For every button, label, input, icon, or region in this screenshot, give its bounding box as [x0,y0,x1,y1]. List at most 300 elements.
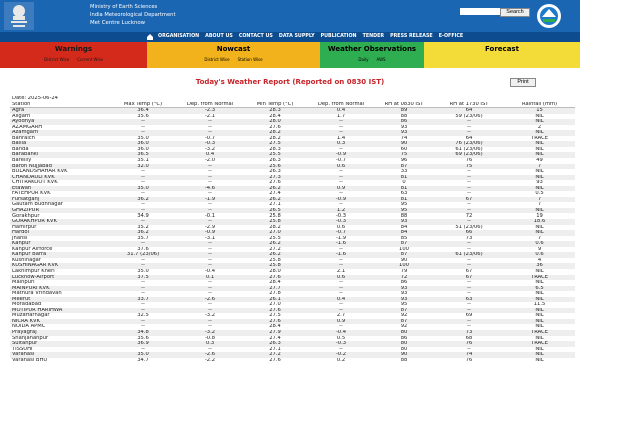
cell-max-temp: 35.0 [108,352,178,358]
cell-station: Varanasi BHU [10,358,108,364]
cell-rh-0830: 90 [374,258,434,264]
cell-min-temp: 26.3 [242,169,308,175]
cell-min-temp: 27.6 [242,308,308,314]
cell-station: Bareilly [10,158,108,164]
col-max-dep: Dep. from Normal [178,102,242,108]
nav-e-office[interactable]: E-OFFICE [438,34,464,39]
observations-link-aws[interactable]: AWS [376,57,386,62]
cell-max-dep: -3.2 [178,330,242,336]
cell-max-temp: -- [108,324,178,330]
cell-min-temp: 25.8 [242,258,308,264]
cell-max-temp: -- [108,169,178,175]
cell-min-temp: 27.4 [242,336,308,342]
cell-min-dep: -0.7 [308,158,374,164]
cell-max-temp: 37.6 [108,247,178,253]
cell-station: Etawah [10,186,108,192]
nav-organisation[interactable]: ORGANISATION [158,34,200,39]
cell-rainfall: 6.5 [504,286,575,292]
cell-max-temp: -- [108,286,178,292]
forecast-title[interactable]: Forecast [485,45,519,53]
cell-max-temp: 35.0 [108,269,178,275]
cell-rh-1730: 73 [434,330,504,336]
cell-rh-1730: -- [434,119,504,125]
cell-max-dep: -3.2 [178,147,242,153]
cell-rainfall: 0.5 [504,191,575,197]
cell-max-temp: -- [108,347,178,353]
cell-max-temp: -- [108,191,178,197]
cell-rh-1730: -- [434,175,504,181]
cell-rainfall: 15 [504,108,575,114]
cell-min-temp: 26.2 [242,241,308,247]
nowcast-panel [147,42,320,68]
cell-max-temp: 35.7 [108,236,178,242]
col-min-dep: Dep. from Normal [308,102,374,108]
cell-min-temp: 28.3 [242,108,308,114]
cell-max-temp: 36.2 [108,230,178,236]
cell-min-dep: -- [308,291,374,297]
cell-min-dep: -- [308,169,374,175]
cell-min-dep: 0.2 [308,358,374,364]
cell-max-dep: -2.9 [178,225,242,231]
col-station: Station [10,102,108,108]
cell-min-dep: -0.3 [308,341,374,347]
cell-max-temp: 35.2 [108,225,178,231]
cell-station: Gautam Budhnagar [10,202,108,208]
cell-rh-1730: 76 [434,158,504,164]
cell-min-dep: 1.7 [308,114,374,120]
search-input[interactable] [460,8,500,15]
cell-max-dep: -- [178,119,242,125]
cell-station: Barabanki [10,152,108,158]
header-text [90,3,176,27]
cell-min-dep: -- [308,191,374,197]
cell-rainfall: 7 [504,164,575,170]
cell-min-temp: 26.2 [242,186,308,192]
cell-min-dep: 0.9 [308,319,374,325]
cell-rh-1730: 76 [434,341,504,347]
cell-rainfall: NIL [504,208,575,214]
print-button[interactable]: Print [510,78,536,87]
cell-rh-1730: -- [434,319,504,325]
cell-min-temp: 28.2 [242,136,308,142]
site-header [0,0,580,32]
warnings-link-district[interactable]: District Wise [44,57,70,62]
nowcast-title[interactable]: Nowcast [216,45,251,53]
cell-min-dep: -1.6 [308,252,374,258]
cell-max-temp: -- [108,302,178,308]
cell-rh-0830: 87 [374,241,434,247]
cell-max-temp: -- [108,258,178,264]
cell-min-temp: 28.4 [242,324,308,330]
nav-tender[interactable]: TENDER [362,34,385,39]
cell-station: Ballia [10,141,108,147]
cell-rh-0830: 90 [374,352,434,358]
report-title: Today's Weather Report (Reported on 0830 IST) [195,78,385,86]
cell-max-dep: -- [178,324,242,330]
cell-min-dep: 1.4 [308,136,374,142]
cell-rh-0830: 88 [374,114,434,120]
cell-min-dep: -- [308,247,374,253]
cell-rainfall: NIL [504,319,575,325]
cell-rh-1730: -- [434,202,504,208]
cell-rh-1730: -- [434,247,504,253]
cell-min-dep: -- [308,280,374,286]
cell-rh-0830: 87 [374,319,434,325]
cell-min-temp: 27.7 [242,286,308,292]
cell-min-dep: -- [308,263,374,269]
cell-max-temp: 31.7 (23/06) [108,252,178,258]
cell-rh-0830: 80 [374,341,434,347]
cell-max-temp: -- [108,119,178,125]
nowcast-link-district[interactable]: District Wise [204,57,230,62]
warnings-link-current[interactable]: Current Wise [77,57,103,62]
warnings-title[interactable]: Warnings [54,45,93,53]
cell-rh-0830: 89 [374,108,434,114]
cell-rainfall: NIL [504,225,575,231]
cell-rainfall: 4 [504,258,575,264]
nav-data-supply[interactable]: DATA SUPPLY [278,34,315,39]
cell-max-dep: -2.6 [178,297,242,303]
cell-station: GORAKHPUR KVK [10,219,108,225]
cell-rh-1730: 76 [434,358,504,364]
cell-max-dep: -- [178,302,242,308]
cell-rh-0830: 95 [374,202,434,208]
cell-min-dep: 0.6 [308,225,374,231]
cell-station: FATEHPUR KVK [10,191,108,197]
cell-station: MAINPURI KVK [10,286,108,292]
cell-rh-1730: -- [434,286,504,292]
cell-rainfall: 49 [504,158,575,164]
observations-title[interactable]: Weather Observations [327,45,417,53]
cell-rh-0830: 72 [374,275,434,281]
cell-max-temp: 34.8 [108,330,178,336]
cell-max-temp: -- [108,130,178,136]
cell-max-dep: -2.3 [178,108,242,114]
cell-rh-0830: 74 [374,136,434,142]
cell-rh-0830: 93 [374,291,434,297]
nowcast-link-station[interactable]: Station Wise [237,57,263,62]
cell-max-temp: -- [108,219,178,225]
cell-max-temp: -- [108,280,178,286]
cell-min-temp: 27.0 [242,302,308,308]
cell-max-dep: -- [178,319,242,325]
cell-rainfall: NIL [504,269,575,275]
cell-max-temp: -- [108,291,178,297]
home-icon[interactable] [146,33,154,41]
cell-max-dep: -- [178,169,242,175]
cell-max-dep: 0.4 [178,152,242,158]
cell-max-temp: 37.5 [108,275,178,281]
cell-max-dep: -- [178,175,242,181]
cell-station: Meerut [10,297,108,303]
cell-min-dep: -- [308,202,374,208]
cell-max-temp: 36.9 [108,341,178,347]
cell-max-temp: 35.0 [108,136,178,142]
cell-min-dep: -- [308,308,374,314]
cell-min-dep: -- [308,347,374,353]
cell-rh-0830: 100 [374,263,434,269]
cell-max-temp: 33.7 [108,297,178,303]
cell-rh-1730: -- [434,186,504,192]
cell-max-dep: -- [178,180,242,186]
cell-station: Kanpur Barra [10,252,108,258]
cell-rh-1730: 66 [434,230,504,236]
cell-rh-0830: 60 [374,147,434,153]
cell-rh-1730: -- [434,308,504,314]
cell-min-temp: 27.4 [242,191,308,197]
cell-rh-1730: 73 [434,236,504,242]
cell-max-temp: 35.6 [108,336,178,342]
cell-min-dep: 0.6 [308,164,374,170]
cell-max-dep: -0.7 [178,136,242,142]
cell-rh-0830: 84 [374,225,434,231]
cell-max-temp: 36.0 [108,147,178,153]
cell-rh-0830: 93 [374,125,434,131]
cell-rh-0830: 0 [374,180,434,186]
cell-max-temp: 36.2 [108,197,178,203]
cell-min-temp: 28.2 [242,130,308,136]
cell-min-dep: 0.4 [308,108,374,114]
cell-station: Kanpur [10,241,108,247]
nav-press-release[interactable]: PRESS RELEASE [390,34,433,39]
cell-rh-1730: 68 [434,336,504,342]
cell-rainfall: 2 [504,125,575,131]
cell-rh-1730: 75 [434,164,504,170]
cell-min-temp: 26.2 [242,252,308,258]
cell-rh-0830: 86 [374,119,434,125]
cell-station: Azamgarh [10,130,108,136]
cell-min-temp: 27.3 [242,175,308,181]
cell-max-dep: -- [178,219,242,225]
cell-max-dep: -- [178,247,242,253]
cell-min-dep: 0.9 [308,186,374,192]
cell-max-temp: 36.4 [108,108,178,114]
cell-rainfall: NIL [504,291,575,297]
cell-min-dep: -- [308,175,374,181]
nav-publication[interactable]: PUBLICATION [320,34,357,39]
cell-min-dep: -0.3 [308,219,374,225]
cell-rh-1730: -- [434,302,504,308]
nav-about-us[interactable]: ABOUT US [205,34,233,39]
cell-rainfall: 0.6 [504,252,575,258]
cell-max-temp: 32.5 [108,313,178,319]
cell-max-temp: -- [108,180,178,186]
cell-min-temp: 27.6 [242,125,308,131]
cell-max-dep: -0.4 [178,269,242,275]
cell-min-dep: -- [308,180,374,186]
cell-max-dep: -2.0 [178,158,242,164]
cell-station: Kushinagar [10,258,108,264]
cell-station: Jhansi [10,236,108,242]
cell-min-temp: 27.6 [242,319,308,325]
cell-rh-1730: -- [434,125,504,131]
cell-min-temp: 27.6 [242,180,308,186]
cell-min-temp: 27.1 [242,347,308,353]
cell-rh-0830: 90 [374,141,434,147]
col-max-temp: Max Temp (°C) [108,102,178,108]
top-nav [0,32,580,42]
cell-min-dep: -- [308,130,374,136]
cell-rh-1730: 61 (23/06) [434,147,504,153]
cell-min-temp: 27.2 [242,247,308,253]
cell-rainfall: 19 [504,213,575,219]
cell-rh-0830: 81 [374,186,434,192]
cell-min-temp: 27.9 [242,330,308,336]
weather-table [10,96,575,363]
cell-max-dep: -2.1 [178,114,242,120]
cell-max-dep: -3.1 [178,236,242,242]
cell-min-temp: 28.2 [242,225,308,231]
cell-max-dep: -- [178,258,242,264]
cell-min-temp: 27.5 [242,141,308,147]
cell-station: Kanpur Airforce [10,247,108,253]
cell-rh-0830: 84 [374,230,434,236]
cell-max-dep: -- [178,202,242,208]
cell-max-dep: -2.2 [178,358,242,364]
cell-min-temp: 28.3 [242,147,308,153]
cell-rh-0830: 100 [374,247,434,253]
cell-rainfall: NIL [504,186,575,192]
cell-rh-1730: -- [434,347,504,353]
cell-station: Prayagraj [10,330,108,336]
cell-min-temp: 27.5 [242,313,308,319]
cell-max-temp: 35.6 [108,114,178,120]
cell-rh-0830: 75 [374,152,434,158]
cell-rh-0830: 87 [374,308,434,314]
cell-max-dep: -- [178,286,242,292]
cell-rh-0830: 85 [374,236,434,242]
cell-rh-0830: 79 [374,269,434,275]
cell-rainfall: TRACE [504,330,575,336]
cell-min-temp: 25.5 [242,236,308,242]
cell-station: CHITRAKOOT KVK [10,180,108,186]
cell-min-dep: -- [308,258,374,264]
cell-max-dep: -- [178,191,242,197]
cell-rh-1730: 61 (23/06) [434,252,504,258]
cell-rh-0830: 81 [374,175,434,181]
cell-rainfall: NIL [504,352,575,358]
cell-station: Sultanpur [10,341,108,347]
cell-station: NOIDA APMC [10,324,108,330]
cell-station: Muzaffarnagar [10,313,108,319]
cell-rh-0830: 81 [374,197,434,203]
cell-max-temp: 36.5 [108,152,178,158]
cell-rainfall: NIL [504,169,575,175]
ministry-label: Ministry of Earth Sciences [90,4,158,10]
nav-contact-us[interactable]: CONTACT US [238,34,273,39]
cell-min-dep: -- [308,125,374,131]
cell-min-temp: 26.3 [242,341,308,347]
cell-max-dep: -- [178,347,242,353]
cell-min-dep: -- [308,119,374,125]
observations-panel [320,42,424,68]
cell-station: Hamirpur [10,225,108,231]
cell-station: Mathura Vrindavan [10,291,108,297]
cell-min-temp: 27.6 [242,275,308,281]
cell-min-dep: -- [308,286,374,292]
cell-min-temp: 25.8 [242,219,308,225]
cell-rh-1730: 74 [434,352,504,358]
cell-rainfall: NIL [504,280,575,286]
cell-min-dep: 0.4 [308,297,374,303]
cell-rh-0830: 33 [374,169,434,175]
cell-min-temp: 25.8 [242,263,308,269]
warnings-panel [0,42,147,68]
cell-rainfall: 18.6 [504,219,575,225]
cell-max-temp: 34.9 [108,213,178,219]
cell-rainfall: NIL [504,336,575,342]
cell-rainfall: NIL [504,147,575,153]
cell-rh-0830: 92 [374,324,434,330]
cell-min-temp: 27.8 [242,291,308,297]
cell-station: CHANDAULI KVK [10,175,108,181]
cell-station: Moradabad [10,302,108,308]
cell-rh-1730: 67 [434,275,504,281]
cell-rh-0830: 95 [374,302,434,308]
cell-min-dep: -0.4 [308,330,374,336]
search-button[interactable]: Search [500,8,530,17]
cell-max-temp: -- [108,125,178,131]
col-rainfall: Rainfall (mm) [504,102,575,108]
cell-min-temp: 27.0 [242,230,308,236]
cell-rh-0830: 88 [374,213,434,219]
cell-max-temp: 32.0 [108,164,178,170]
cell-max-dep: -2.6 [178,352,242,358]
cell-rh-0830: 93 [374,219,434,225]
cell-rainfall: 7 [504,236,575,242]
cell-rh-1730: -- [434,130,504,136]
cell-rainfall: 11.5 [504,302,575,308]
cell-rainfall: NIL [504,230,575,236]
cell-min-temp: 25.6 [242,164,308,170]
cell-rainfall: NIL [504,324,575,330]
cell-station: Banda [10,147,108,153]
cell-station: Shahjahanpur [10,336,108,342]
cell-rh-1730: 51 (23/06) [434,225,504,231]
cell-min-temp: 27.2 [242,352,308,358]
cell-rh-0830: 88 [374,358,434,364]
cell-rh-1730: 76 (23/06) [434,141,504,147]
cell-rainfall: NIL [504,114,575,120]
cell-rh-0830: 80 [374,347,434,353]
cell-max-temp: -- [108,319,178,325]
weather-table-body [10,96,575,363]
cell-min-temp: 26.3 [242,158,308,164]
cell-max-dep: -- [178,164,242,170]
table-row [10,358,575,364]
cell-min-temp: 27.6 [242,358,308,364]
cell-rh-1730: 63 [434,297,504,303]
cell-rh-1730: 59 (23/06) [434,114,504,120]
cell-max-dep: -- [178,125,242,131]
observations-link-daily[interactable]: Daily [358,57,369,62]
cell-max-temp: -- [108,175,178,181]
cell-rainfall: NIL [504,152,575,158]
cell-max-dep: -- [178,308,242,314]
cell-rh-1730: -- [434,291,504,297]
cell-rainfall: NIL [504,347,575,353]
cell-min-dep: -0.2 [308,352,374,358]
cell-rainfall: 93 [504,180,575,186]
cell-max-dep: 0.1 [178,275,242,281]
cell-rh-1730: 67 [434,197,504,203]
cell-min-temp: 25.8 [242,213,308,219]
cell-min-dep: 2.1 [308,269,374,275]
cell-rh-1730: 67 [434,269,504,275]
cell-max-dep: -1.9 [178,197,242,203]
cell-min-temp: 26.1 [242,297,308,303]
cell-rh-0830: 87 [374,252,434,258]
